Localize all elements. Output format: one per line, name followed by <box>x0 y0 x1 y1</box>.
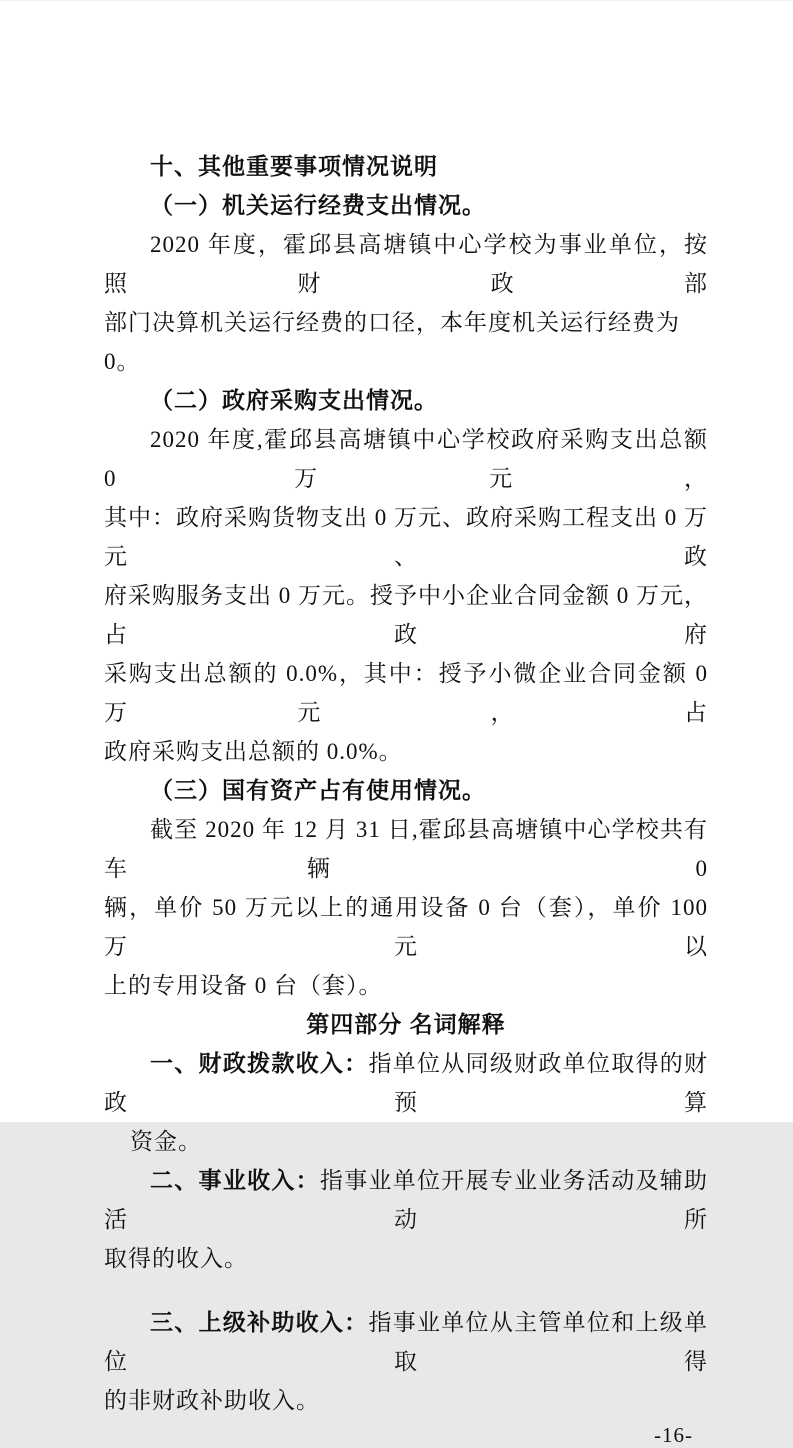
body-line: 其中：政府采购货物支出 0 万元、政府采购工程支出 0 万元、政 <box>104 505 708 569</box>
subsection-heading-agency-operating-expense: （一）机关运行经费支出情况。 <box>150 193 486 218</box>
body-line: 取得的收入。 <box>104 1246 248 1271</box>
body-line: 的非财政补助收入。 <box>104 1388 320 1413</box>
body-line: 资金。 <box>130 1129 202 1154</box>
body-line: 部门决算机关运行经费的口径，本年度机关运行经费为 0。 <box>104 310 680 374</box>
term-text: 指事业单位开展专业业务活动及辅助活动所 <box>104 1168 709 1232</box>
section-heading-other-important-items: 十、其他重要事项情况说明 <box>150 153 438 179</box>
document-content <box>0 1 793 1420</box>
subsection-heading-state-owned-assets: （三）国有资产占有使用情况。 <box>150 778 486 803</box>
body-line: 2020 年度，霍邱县高塘镇中心学校为事业单位，按照财政部 <box>104 232 708 296</box>
body-line: 采购支出总额的 0.0%，其中：授予小微企业合同金额 0 万元，占 <box>104 661 708 725</box>
term-label-fiscal-appropriation-income: 一、财政拨款收入： <box>150 1051 369 1076</box>
term-text: 指事业单位从主管单位和上级单位取得 <box>104 1310 709 1374</box>
term-text: 指单位从同级财政单位取得的财政预算 <box>104 1051 709 1115</box>
body-line: 辆，单价 50 万元以上的通用设备 0 台（套），单价 100 万元以 <box>104 895 708 959</box>
term-definition-line <box>104 1161 708 1239</box>
body-line: 2020 年度,霍邱县高塘镇中心学校政府采购支出总额 0 万元， <box>104 427 708 491</box>
term-definition-line <box>104 1303 708 1381</box>
page-number: -16- <box>654 1423 693 1447</box>
term-definition-line <box>104 1044 708 1122</box>
term-label-operating-income: 二、事业收入： <box>150 1168 320 1193</box>
part-four-heading-glossary: 第四部分 名词解释 <box>306 1011 506 1037</box>
body-line: 截至 2020 年 12 月 31 日,霍邱县高塘镇中心学校共有车辆 0 <box>104 817 708 881</box>
body-line: 府采购服务支出 0 万元。授予中小企业合同金额 0 万元，占政府 <box>104 583 708 647</box>
subsection-heading-government-procurement: （二）政府采购支出情况。 <box>150 388 438 413</box>
body-line: 政府采购支出总额的 0.0%。 <box>104 739 403 764</box>
term-label-superior-subsidy-income: 三、上级补助收入： <box>150 1310 369 1335</box>
body-line: 上的专用设备 0 台（套）。 <box>104 973 383 998</box>
